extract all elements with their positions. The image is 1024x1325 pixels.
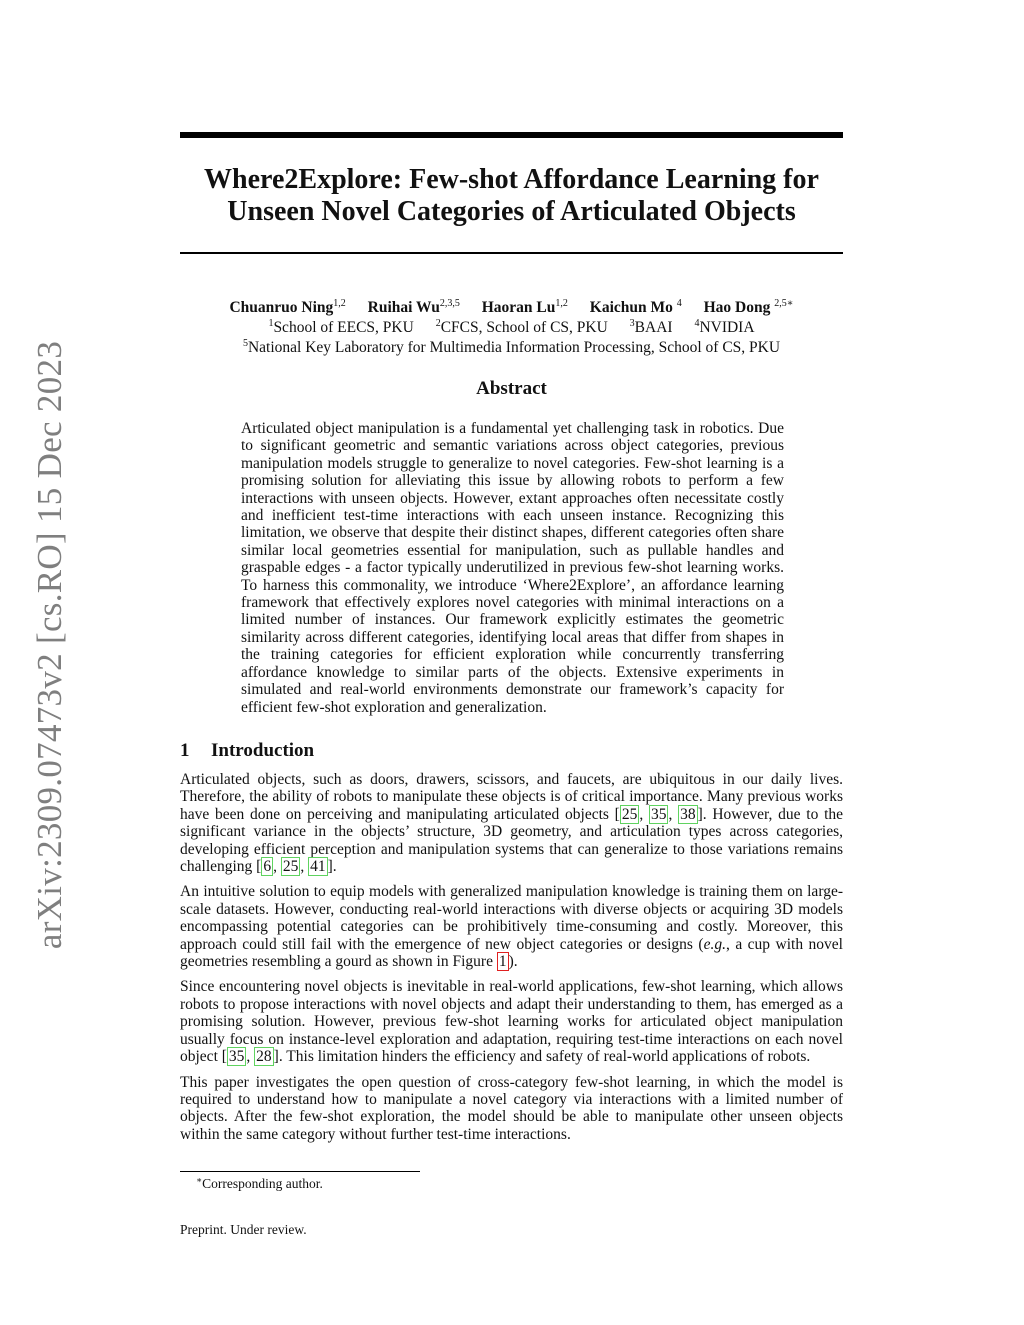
author: Kaichun Mo $^4$ — [589, 298, 682, 316]
section-title: Introduction — [211, 740, 315, 761]
affiliation: $^4$NVIDIA — [694, 318, 755, 336]
abstract-heading: Abstract — [476, 378, 547, 399]
citation-link[interactable]: 25 — [282, 858, 299, 876]
paper-title — [180, 164, 843, 228]
intro-paragraph-1: Articulated objects, such as doors, drawers, scissors, and faucets, are ubiquitous in our daily lives. Therefore, the ability of robots to manipulate these objects is of critical importance. Many previous works have been done on perceiving and manipulating articulated objects [ 25 , 35 , 38 ]. However, due to the significant variance in the objects’ structure, 3D geometry, and articulation types across categories, developing efficient perception and manipulation systems that can generalize to those variations remains challenging [ 6 , 25 , 41 ]. — [180, 771, 844, 876]
citation-link[interactable]: 38 — [680, 805, 696, 823]
abstract-text: Articulated object manipulation is a fundamental yet challenging task in robotics. Due to significant geometric and semantic variations across object categories, previous manipulation models struggle to generalize to novel categories. Few-shot learning is a promising solution for alleviating this issue by allowing robots to perform a few interactions with unseen objects. However, extant approaches often necessitate costly and inefficient test-time interactions with each unseen instance. Recognizing this limitation, we observe that despite their distinct shapes, different categories often share similar local geometries essential for manipulation, such as pullable handles and graspable edges - a factor typically underutilized in previous few-shot learning works. To harness this commonality, we introduce ‘Where2Explore’, an affordance learning framework that effectively explores novel categories with minimal interactions on a limited number of instances. Our framework explicitly estimates the geometric similarity across different categories, identifying local areas that differ from shapes in the training categories for efficient exploration while concurrently transferring affordance knowledge to similar parts of the objects. Extensive experiments in simulated and real-world environments demonstrate our framework’s capacity for efficient few-shot exploration and generalization. — [241, 420, 784, 716]
citation-link[interactable]: 25 — [621, 805, 638, 823]
introduction-body — [180, 771, 843, 1151]
arxiv-identifier: arXiv:2309.07473v2 [cs.RO] 15 Dec 2023 — [30, 340, 69, 950]
footnote-rule — [180, 1171, 420, 1172]
author: Ruihai Wu$^{2,3,5}$ — [367, 298, 460, 316]
title-top-rule — [180, 132, 843, 138]
affiliations-line-2: $^5$National Key Laboratory for Multimedia Information Processing, School of CS, PKU — [242, 338, 781, 356]
preprint-note: Preprint. Under review. — [180, 1222, 307, 1237]
intro-paragraph-4: This paper investigates the open question of cross-category few-shot learning, in which the model is required to understand how to manipulate a novel category via interactions with a limited number of objects. After the few-shot exploration, the model should be able to manipulate other unseen objects within the same category without further test-time interactions. — [180, 1073, 843, 1143]
section-number: 1 — [180, 740, 190, 761]
affiliation: $^3$BAAI — [629, 318, 673, 336]
author-names — [130, 298, 893, 318]
citation-link[interactable]: 28 — [256, 1048, 272, 1066]
title-line-2: Unseen Novel Categories of Articulated Objects — [227, 196, 796, 227]
section-heading — [180, 740, 314, 762]
citation-link[interactable]: 35 — [228, 1048, 245, 1066]
citation-link[interactable]: 41 — [310, 858, 326, 876]
title-line-1: Where2Explore: Few-shot Affordance Learning for — [204, 164, 819, 195]
intro-paragraph-2: An intuitive solution to equip models with generalized manipulation knowledge is training them on large-scale datasets. However, conducting real-world interactions with diverse objects or acquiring 3D models encompassing potential categories can be prohibitively time-consuming and costly. Moreover, this approach could still fail with the emergence of new object categories or designs (e.g., a cup with novel geometries resembling a gourd as shown in Figure 1 ). — [180, 883, 843, 971]
affiliation: $^1$School of EECS, PKU — [268, 318, 414, 336]
intro-paragraph-3: Since encountering novel objects is inevitable in real-world applications, few-shot learning, which allows robots to propose interactions with novel objects and adapt their understanding to them, has emerged as a promising solution. However, previous few-shot learning works for articulated object manipulation usually focus on instance-level exploration and adaptation, requiring test-time interactions on each novel object [ 35 , 28 ]. This limitation hinders the efficiency and safety of real-world applications of robots. — [180, 978, 843, 1066]
footnote: ∗Corresponding author. — [196, 1175, 323, 1191]
title-bottom-rule — [180, 252, 843, 254]
affiliations-line-1 — [130, 318, 893, 338]
author: Hao Dong $^{2,5∗}$ — [703, 298, 794, 316]
author: Chuanruo Ning$^{1,2}$ — [229, 298, 346, 316]
affiliation: $^2$CFCS, School of CS, PKU — [435, 318, 608, 336]
citation-link[interactable]: 35 — [650, 805, 667, 823]
author: Haoran Lu$^{1,2}$ — [481, 298, 568, 316]
citation-link[interactable]: 6 — [263, 858, 272, 876]
author-block — [130, 298, 893, 358]
figure-reference-link[interactable]: 1 — [498, 953, 507, 971]
